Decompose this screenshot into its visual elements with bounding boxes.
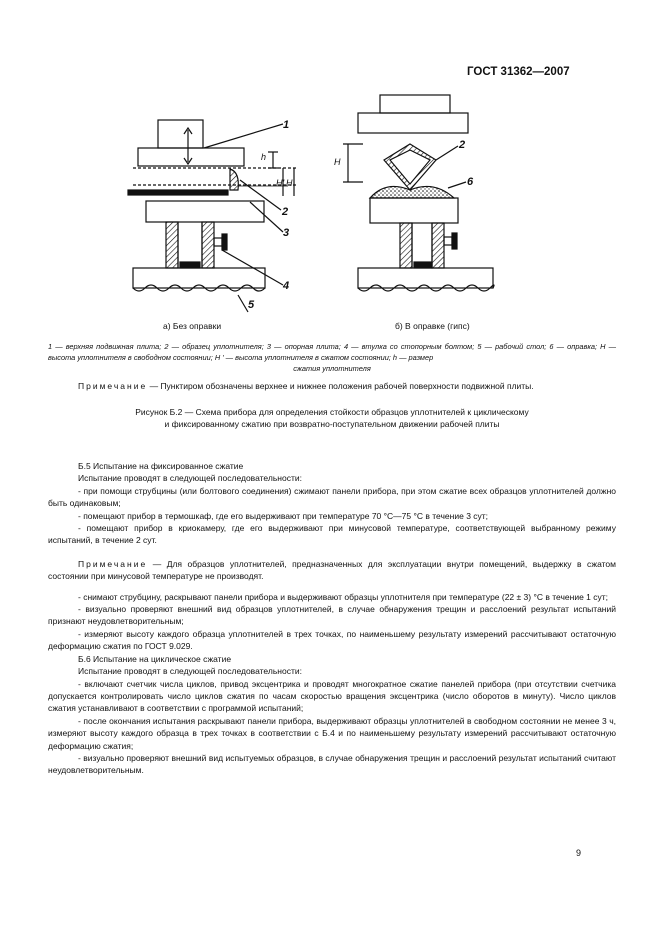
dim-h-total-label: H (286, 178, 293, 188)
label-a-4: 4 (283, 280, 290, 292)
section-b6-heading: Б.6 Испытание на циклическое сжатие (78, 653, 232, 664)
legend-line-1: 1 — верхняя подвижная плита; 2 — образец уплотнителя; 3 — опорная плита; 4 — втулка со стопорным болтом; 5 — рабочий стол; 6 — оправка; Н — высота уплотнителя в свободном состоянии; Н ' — высота уплотнителя в сжатом состоянии; h — размер (48, 342, 616, 362)
diagram-b-labels (458, 139, 474, 188)
label-a-1: 1 (283, 119, 290, 131)
figure-title-line-2: и фиксированному сжатию при возвратно-поступательном движении рабочей плиты (164, 419, 500, 429)
label-b-2: 2 (459, 139, 466, 151)
diagram-a-labels (248, 119, 289, 311)
label-a-5: 5 (248, 299, 255, 311)
page-number: 9 (576, 848, 582, 858)
paragraph: Испытание проводят в следующей последовательности: (78, 473, 302, 484)
paragraph: Испытание проводят в следующей последовательности: (78, 666, 302, 677)
note-paragraph (48, 558, 616, 583)
list-item: - визуально проверяют внешний вид образцов уплотнителей, в случае обнаружения трещин и расслоений результат испытаний признают неудовлетворительным; (48, 604, 616, 627)
note2-text: — Для образцов уплотнителей, предназначенных для эксплуатации внутри помещений, выдержку в сжатом состоянии при минусовой температуре не производят. (48, 558, 616, 582)
diagram-a-dims (261, 152, 293, 188)
list-item: - снимают струбцину, раскрывают панели прибора и выдерживают образцы уплотнителя при температуре (22 ± 3) °С в течение 1 сут; (78, 591, 609, 602)
figure-note (48, 380, 616, 392)
section-b5-heading: Б.5 Испытание на фиксированное сжатие (78, 461, 244, 471)
list-item: - помещают прибор в термошкаф, где его выдерживают при температуре 70 °С—75 °С в течение 3 сут; (78, 510, 489, 521)
label-a-3: 3 (283, 227, 290, 239)
dim-h-b-label: H (334, 157, 341, 167)
dim-h-label: h (261, 152, 267, 162)
list-item: - визуально проверяют внешний вид испытуемых образцов, в случае обнаружения трещин и расслоений результат испытаний считают неудовлетворительным. (48, 752, 616, 776)
apparatus-figure (118, 90, 518, 330)
legend-line-2: сжатия уплотнителя (293, 364, 371, 373)
document-header: ГОСТ 31362—2007 (467, 66, 570, 78)
caption-b: б) В оправке (гипс) (395, 321, 470, 331)
note-label: Примечание (78, 381, 148, 391)
diagram-a (128, 120, 298, 312)
label-b-6: 6 (467, 176, 474, 188)
body-text (48, 460, 616, 777)
list-item: - помещают прибор в криокамеру, где его выдерживают при минусовой температуре, соответствующей выбранному режиму испытаний, в течение 2 сут. (48, 523, 616, 546)
list-item: - включают счетчик числа циклов, привод эксцентрика и проводят многократное сжатие панелей прибора (при отсутствии счетчика допускается контролировать число циклов сжатия по часам скоростью вращения эксцентрика (число оборотов в минуту). Число циклов сжатия устанавливают в соответствии с программой испытаний; (48, 678, 616, 714)
figure-title-line-1: Рисунок Б.2 — Схема прибора для определения стойкости образцов уплотнителей к циклическому (135, 407, 529, 417)
note-text: — Пунктиром обозначены верхнее и нижнее положения рабочей поверхности подвижной плиты. (149, 381, 534, 391)
caption-a: а) Без оправки (163, 321, 222, 331)
diagram-b-dims (334, 157, 341, 167)
figure-legend (48, 341, 616, 374)
list-item: - измеряют высоту каждого образца уплотнителей в трех точках, по наименьшему результату измерений рассчитывают остаточную деформацию сжатия по ГОСТ 9.029. (48, 628, 616, 652)
dim-hprime-label: H' (276, 178, 285, 188)
label-a-2: 2 (282, 206, 289, 218)
list-item: - при помощи струбцины (или болтового соединения) сжимают панели прибора, при этом сжатие всех образцов уплотнителей должно быть одинаковым; (48, 485, 616, 509)
diagram-b (343, 95, 494, 291)
figure-title (48, 406, 616, 430)
note2-label: Примечание (78, 558, 148, 569)
list-item: - после окончания испытания раскрывают панели прибора, выдерживают образцы уплотнителей в свободном состоянии не менее 3 ч, измеряют высоту каждого образца в трех точках в соответствии с Б.4 и по наименьшему результату измерений рассчитывают остаточную деформацию сжатия; (48, 715, 616, 751)
